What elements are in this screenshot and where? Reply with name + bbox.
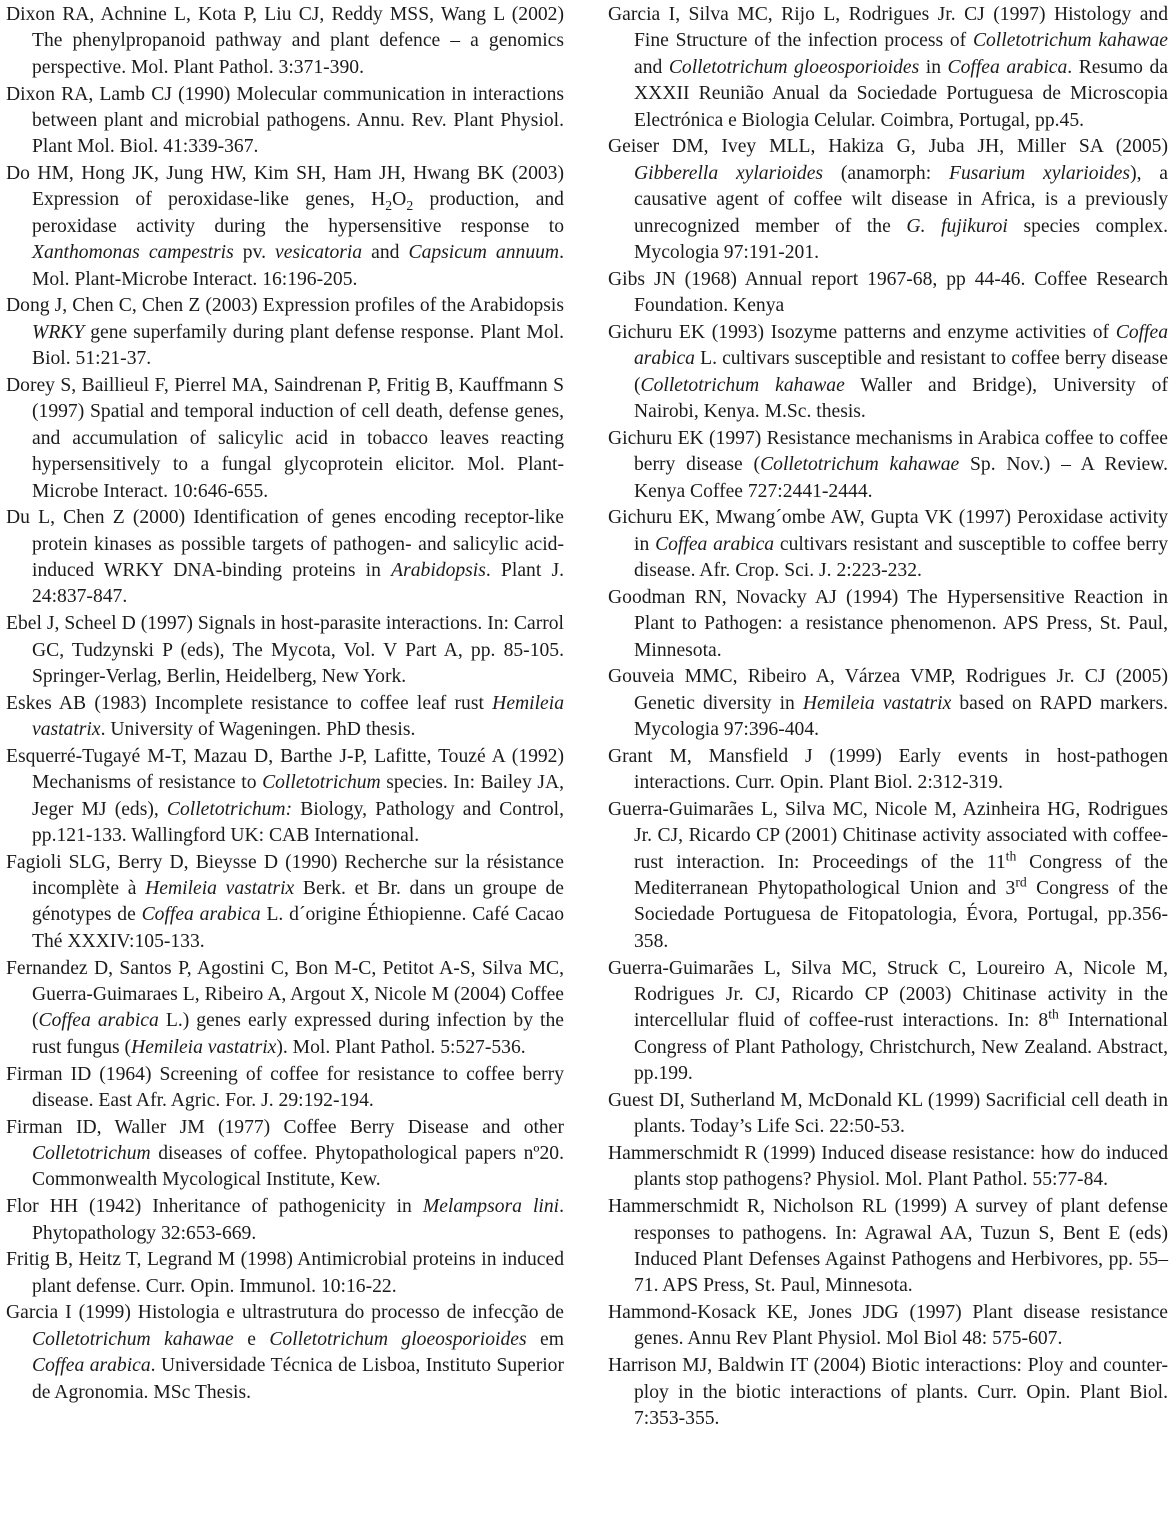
reference-italic-text: Coffea arabica bbox=[141, 904, 261, 926]
reference-entry bbox=[6, 1300, 564, 1406]
reference-text: ). Mol. Plant Pathol. 5:527-536. bbox=[276, 1036, 526, 1058]
reference-entry bbox=[6, 1194, 564, 1247]
reference-text: Gichuru EK (1997) Resistance mechanisms in Arabica coffee to coffee berry disease ( bbox=[608, 427, 1168, 476]
reference-entry bbox=[608, 664, 1168, 743]
reference-entry bbox=[608, 956, 1168, 1088]
reference-subscript: 2 bbox=[406, 198, 414, 214]
reference-text: . University of Wageningen. PhD thesis. bbox=[100, 719, 416, 741]
reference-entry bbox=[608, 1300, 1168, 1353]
reference-text: pv. bbox=[233, 242, 276, 264]
reference-italic-text: Colletotrichum gloeosporioides bbox=[269, 1328, 527, 1350]
reference-text: . Universidade Técnica de Lisboa, Instituto Superior de Agronomia. MSc Thesis. bbox=[32, 1355, 564, 1403]
reference-text: e bbox=[233, 1328, 270, 1350]
reference-italic-text: Colletotrichum kahawae bbox=[640, 374, 845, 396]
reference-entry bbox=[6, 1062, 564, 1115]
reference-entry bbox=[6, 956, 564, 1062]
reference-text: Biology, Pathology and Control, pp.121-133. Wallingford UK: CAB International. bbox=[32, 798, 565, 846]
reference-text: Flor HH (1942) Inheritance of pathogenicity in bbox=[6, 1196, 423, 1218]
reference-entry bbox=[608, 797, 1168, 955]
reference-text: cultivars resistant and susceptible to coffee berry disease. Afr. Crop. Sci. J. 2:223-232. bbox=[634, 533, 1169, 582]
reference-text: Geiser DM, Ivey MLL, Hakiza G, Juba JH, Miller SA (2005) bbox=[608, 136, 1168, 158]
reference-text: and bbox=[362, 242, 409, 264]
reference-entry bbox=[608, 134, 1168, 266]
reference-text: . Mol. Plant-Microbe Interact. 16:196-205. bbox=[32, 242, 564, 290]
reference-text: L. d´origine Éthiopienne. Café Cacao Thé XXXIV:105-133. bbox=[32, 904, 564, 952]
reference-text: Garcia I (1999) Histologia e ultrastrutura do processo de infecção de bbox=[6, 1302, 564, 1324]
reference-text: based on RAPD markers. Mycologia 97:396-404. bbox=[634, 692, 1168, 741]
reference-italic-text: Hemileia vastatrix bbox=[145, 878, 295, 900]
reference-text: Gibs JN (1968) Annual report 1967-68, pp 44-46. Coffee Research Foundation. Kenya bbox=[608, 268, 1168, 317]
reference-text: Sp. Nov.) – A Review. Kenya Coffee 727:2441-2444. bbox=[634, 454, 1168, 502]
reference-text: Hammerschmidt R (1999) Induced disease resistance: how do induced plants stop pathogens? Physiol. Mol. Plant Pathol. 55:77-84. bbox=[608, 1143, 1168, 1191]
reference-entry bbox=[608, 1194, 1168, 1300]
reference-text: production, and peroxidase activity during the hypersensitive response to bbox=[32, 189, 564, 237]
reference-text: Fernandez D, Santos P, Agostini C, Bon M-C, Petitot A-S, Silva MC, Guerra-Guimaraes L, Ribeiro A, Argout X, Nicole M (2004) Coffee ( bbox=[6, 957, 564, 1032]
reference-entry bbox=[608, 505, 1168, 584]
reference-italic-text: Coffea arabica bbox=[947, 56, 1068, 78]
reference-italic-text: WRKY bbox=[32, 321, 85, 343]
reference-text: Firman ID, Waller JM (1977) Coffee Berry Disease and other bbox=[6, 1116, 564, 1138]
reference-entry bbox=[6, 82, 564, 161]
reference-text: Eskes AB (1983) Incomplete resistance to coffee leaf rust bbox=[6, 692, 493, 714]
left-column bbox=[6, 2, 564, 1516]
reference-entry bbox=[6, 161, 564, 293]
reference-text: Goodman RN, Novacky AJ (1994) The Hypersensitive Reaction in Plant to Pathogen: a resistance phenomenon. APS Press, St. Paul, Minnesota. bbox=[608, 586, 1168, 661]
reference-text: Esquerré-Tugayé M-T, Mazau D, Barthe J-P, Lafitte, Touzé A (1992) Mechanisms of resistance to bbox=[6, 745, 564, 794]
reference-text: diseases of coffee. Phytopathological papers nº20. Commonwealth Mycological Institute, Kew. bbox=[32, 1143, 564, 1191]
reference-text: Hammerschmidt R, Nicholson RL (1999) A survey of plant defense responses to pathogens. In: Agrawal AA, Tuzun S, Bent E (eds) Induced Plant Defenses Against Pathogens and Herbivores, pp. 55–71. APS Press, St. Paul, Minnesota. bbox=[608, 1196, 1168, 1297]
reference-text: Gouveia MMC, Ribeiro A, Várzea VMP, Rodrigues Jr. CJ (2005) Genetic diversity in bbox=[608, 666, 1168, 714]
reference-entry bbox=[6, 850, 564, 956]
reference-italic-text: Melampsora lini bbox=[422, 1196, 560, 1218]
reference-text: Dorey S, Baillieul F, Pierrel MA, Saindrenan P, Fritig B, Kauffmann S (1997) Spatial and temporal induction of cell death, defense genes, and accumulation of salicylic acid in tobacco leaves reacting hypersensitively to a fungal glycoprotein elicitor. Mol. Plant-Microbe Interact. 10:646-655. bbox=[6, 374, 564, 502]
reference-italic-text: Colletotrichum gloeosporioides bbox=[668, 56, 920, 78]
reference-superscript: th bbox=[1048, 1006, 1059, 1022]
reference-text: Ebel J, Scheel D (1997) Signals in host-parasite interactions. In: Carrol GC, Tudzynski P (eds), The Mycota, Vol. V Part A, pp. 85-105. Springer-Verlag, Berlin, Heidelberg, New York. bbox=[6, 613, 564, 687]
reference-subscript: 2 bbox=[385, 198, 393, 214]
reference-text: L. cultivars susceptible and resistant to coffee berry disease ( bbox=[634, 348, 1168, 396]
reference-italic-text: Xanthomonas campestris bbox=[32, 242, 234, 264]
reference-text: species. In: Bailey JA, Jeger MJ (eds), bbox=[32, 772, 564, 820]
reference-italic-text: G. fujikuroi bbox=[906, 215, 1008, 237]
reference-superscript: rd bbox=[1015, 874, 1027, 890]
reference-italic-text: Hemileia vastatrix bbox=[32, 692, 564, 741]
reference-text: Guest DI, Sutherland M, McDonald KL (1999) Sacrificial cell death in plants. Today’s Life Sci. 22:50-53. bbox=[608, 1089, 1168, 1138]
reference-text: Hammond-Kosack KE, Jones JDG (1997) Plant disease resistance genes. Annu Rev Plant Physiol. Mol Biol 48: 575-607. bbox=[608, 1302, 1168, 1350]
right-column bbox=[608, 2, 1168, 1516]
reference-text: Do HM, Hong JK, Jung HW, Kim SH, Ham JH, Hwang BK (2003) Expression of peroxidase-like genes, H bbox=[6, 163, 564, 211]
reference-text: Fagioli SLG, Berry D, Bieysse D (1990) Recherche sur la résistance incomplète à bbox=[6, 851, 564, 900]
reference-italic-text: Fusarium xylarioides bbox=[948, 162, 1131, 184]
reference-text: Congress of the Mediterranean Phytopathological Union and 3 bbox=[634, 851, 1169, 900]
reference-entry bbox=[6, 505, 564, 611]
reference-text: . Resumo da XXXII Reunião Anual da Sociedade Portuguesa de Microscopia Electrónica e Biologia Celular. Coimbra, Portugal, pp.45. bbox=[634, 56, 1168, 131]
reference-italic-text: Arabidopsis bbox=[391, 560, 486, 582]
reference-text: Fritig B, Heitz T, Legrand M (1998) Antimicrobial proteins in induced plant defense. Curr. Opin. Immunol. 10:16-22. bbox=[6, 1249, 564, 1297]
reference-text: Guerra-Guimarães L, Silva MC, Struck C, Loureiro A, Nicole M, Rodrigues Jr. CJ, Ricardo CP (2003) Chitinase activity in the intercellular fluid of coffee-rust interactions. In: 8 bbox=[608, 957, 1168, 1032]
reference-entry bbox=[608, 1141, 1168, 1194]
reference-text: Waller and Bridge), University of Nairobi, Kenya. M.Sc. thesis. bbox=[634, 374, 1168, 422]
reference-text: Harrison MJ, Baldwin IT (2004) Biotic interactions: Ploy and counter-ploy in the biotic interactions of plants. Curr. Opin. Plant Biol. 7:353-355. bbox=[608, 1355, 1168, 1429]
reference-entry bbox=[608, 267, 1168, 320]
reference-text: ), a causative agent of coffee wilt disease in Africa, is a previously unrecognized member of the bbox=[634, 162, 1168, 237]
reference-text: Dong J, Chen C, Chen Z (2003) Expression profiles of the Arabidopsis bbox=[6, 295, 564, 317]
reference-entry bbox=[6, 2, 564, 81]
reference-text: (anamorph: bbox=[823, 162, 949, 184]
reference-text: species complex. Mycologia 97:191-201. bbox=[634, 215, 1168, 263]
reference-text: International Congress of Plant Pathology, Christchurch, New Zealand. Abstract, pp.199. bbox=[634, 1010, 1168, 1085]
reference-text: Dixon RA, Achnine L, Kota P, Liu CJ, Reddy MSS, Wang L (2002) The phenylpropanoid pathway and plant defence – a genomics perspective. Mol. Plant Pathol. 3:371-390. bbox=[6, 4, 564, 78]
reference-italic-text: Hemileia vastatrix bbox=[802, 692, 952, 714]
reference-text: Guerra-Guimarães L, Silva MC, Nicole M, Azinheira HG, Rodrigues Jr. CJ, Ricardo CP (2001) Chitinase activity associated with coffee-rust interaction. In: Proceedings of the 11 bbox=[608, 798, 1168, 873]
reference-text: Du L, Chen Z (2000) Identification of genes encoding receptor-like protein kinases as possible targets of pathogen- and salicylic acid-induced WRKY DNA-binding proteins in bbox=[6, 507, 564, 582]
reference-text: Gichuru EK (1993) Isozyme patterns and enzyme activities of bbox=[608, 321, 1116, 343]
reference-text: O bbox=[392, 189, 407, 211]
reference-superscript: th bbox=[1005, 848, 1017, 864]
reference-entry bbox=[6, 373, 564, 505]
reference-italic-text: Coffea arabica bbox=[655, 533, 775, 555]
reference-entry bbox=[6, 1247, 564, 1300]
reference-italic-text: vesicatoria bbox=[275, 242, 363, 264]
reference-italic-text: Colletotrichum: bbox=[166, 798, 293, 820]
reference-italic-text: Colletotrichum bbox=[262, 772, 381, 794]
reference-text: . Plant J. 24:837-847. bbox=[32, 560, 565, 608]
reference-italic-text: Coffea arabica bbox=[38, 1010, 159, 1032]
reference-entry bbox=[608, 320, 1168, 426]
reference-italic-text: Colletotrichum kahawae bbox=[972, 30, 1168, 52]
reference-italic-text: Coffea arabica bbox=[634, 321, 1168, 370]
reference-entry bbox=[6, 1115, 564, 1194]
reference-entry bbox=[608, 1088, 1168, 1141]
reference-italic-text: Hemileia vastatrix bbox=[131, 1036, 277, 1058]
reference-italic-text: Coffea arabica bbox=[32, 1355, 151, 1377]
reference-text: Firman ID (1964) Screening of coffee for resistance to coffee berry disease. East Afr. Agric. For. J. 29:192-194. bbox=[6, 1063, 564, 1111]
reference-text: Dixon RA, Lamb CJ (1990) Molecular communication in interactions between plant and microbial pathogens. Annu. Rev. Plant Physiol. Plant Mol. Biol. 41:339-367. bbox=[6, 83, 564, 158]
reference-text: L.) genes early expressed during infection by the rust fungus ( bbox=[32, 1010, 564, 1058]
reference-text: Garcia I, Silva MC, Rijo L, Rodrigues Jr. CJ (1997) Histology and Fine Structure of the infection process of bbox=[608, 4, 1168, 52]
reference-entry bbox=[608, 1353, 1168, 1432]
reference-italic-text: Colletotrichum kahawae bbox=[32, 1328, 234, 1350]
reference-entry bbox=[608, 426, 1168, 505]
reference-italic-text: Colletotrichum bbox=[32, 1143, 151, 1165]
reference-text: gene superfamily during plant defense response. Plant Mol. Biol. 51:21-37. bbox=[32, 321, 564, 370]
reference-italic-text: Colletotrichum kahawae bbox=[760, 454, 960, 476]
reference-entry bbox=[6, 611, 564, 690]
reference-entry bbox=[6, 744, 564, 850]
reference-text: and bbox=[634, 56, 669, 78]
reference-entry bbox=[608, 585, 1168, 664]
reference-text: em bbox=[526, 1328, 564, 1350]
reference-text: . Phytopathology 32:653-669. bbox=[32, 1196, 565, 1244]
reference-text: Congress of the Sociedade Portuguesa de Fitopatologia, Évora, Portugal, pp.356-358. bbox=[634, 878, 1169, 952]
reference-entry bbox=[608, 2, 1168, 134]
reference-text: Berk. et Br. dans un groupe de génotypes de bbox=[32, 878, 565, 926]
reference-text: in bbox=[919, 56, 948, 78]
reference-entry bbox=[608, 744, 1168, 797]
reference-entry bbox=[6, 691, 564, 744]
reference-italic-text: Capsicum annuum bbox=[408, 242, 560, 264]
reference-italic-text: Gibberella xylarioides bbox=[634, 162, 824, 184]
reference-entry bbox=[6, 293, 564, 372]
reference-text: Grant M, Mansfield J (1999) Early events in host-pathogen interactions. Curr. Opin. Plant Biol. 2:312-319. bbox=[608, 745, 1168, 794]
reference-text: Gichuru EK, Mwang´ombe AW, Gupta VK (1997) Peroxidase activity in bbox=[608, 507, 1168, 555]
